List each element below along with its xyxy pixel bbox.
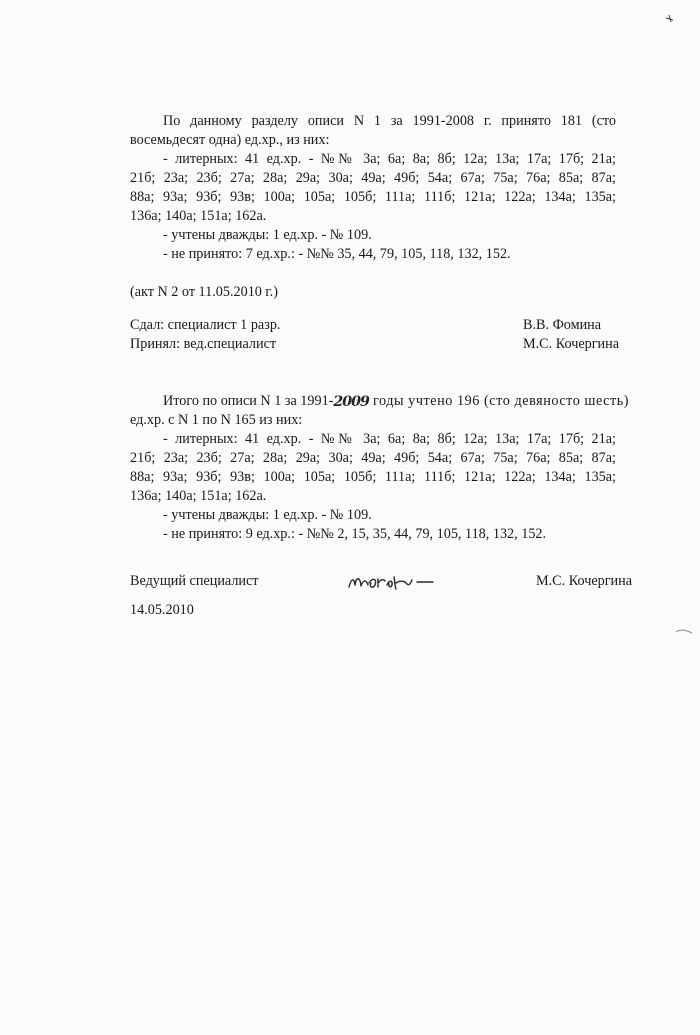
section2-literal-line3: 88а; 93а; 93б; 93в; 100а; 105а; 105б; 111а; 111б; 121а; 122а; 134а; 135а; (130, 469, 616, 485)
received-label: Принял: вед.специалист (130, 336, 277, 352)
received-name: М.С. Кочергина (523, 336, 620, 352)
section1-intro-line2: восемьдесят одна) ед.хр., из них: (130, 132, 330, 148)
handed-over-name: В.В. Фомина (523, 317, 602, 333)
scan-speck-mark (672, 620, 696, 644)
section2-counted-twice: - учтены дважды: 1 ед.хр. - № 109. (163, 507, 372, 523)
act-reference: (акт N 2 от 11.05.2010 г.) (130, 284, 278, 300)
handwritten-year-correction: 2009 (333, 394, 369, 410)
section2-not-accepted: - не принято: 9 ед.хр.: - №№ 2, 15, 35, 44, 79, 105, 118, 132, 152. (163, 526, 547, 542)
section2-intro-line1 (163, 392, 629, 411)
section2-literal-line4: 136а; 140а; 151а; 162а. (130, 488, 267, 504)
signoff-name: М.С. Кочергина (536, 573, 633, 589)
section1-not-accepted: - не принято: 7 ед.хр.: - №№ 35, 44, 79, 105, 118, 132, 152. (163, 246, 511, 262)
section1-literal-line3: 88а; 93а; 93б; 93в; 100а; 105а; 105б; 111а; 111б; 121а; 122а; 134а; 135а; (130, 189, 616, 205)
handed-over-label: Сдал: специалист 1 разр. (130, 317, 281, 333)
section1-counted-twice: - учтены дважды: 1 ед.хр. - № 109. (163, 227, 372, 243)
section1-literal-line2: 21б; 23а; 23б; 27а; 28а; 29а; 30а; 49а; 49б; 54а; 67а; 75а; 76а; 85а; 87а; (130, 170, 616, 186)
handwritten-signature (345, 565, 455, 597)
signoff-position: Ведущий специалист (130, 573, 259, 589)
section2-intro-part-b: годы учтено 196 (сто девяносто шесть) (368, 393, 630, 409)
section2-intro-line2: ед.хр. с N 1 по N 165 из них: (130, 412, 303, 428)
section1-literal-line1: - литерных: 41 ед.хр. - №№ 3а; 6а; 8а; 8б; 12а; 13а; 17а; 17б; 21а; (163, 151, 616, 167)
signoff-date: 14.05.2010 (130, 602, 194, 618)
section2-intro-part-a: Итого по описи N 1 за 1991- (163, 393, 334, 409)
section2-literal-line2: 21б; 23а; 23б; 27а; 28а; 29а; 30а; 49а; 49б; 54а; 67а; 75а; 76а; 85а; 87а; (130, 450, 616, 466)
section1-intro-line1: По данному разделу описи N 1 за 1991-2008 г. принято 181 (сто (163, 113, 616, 129)
scan-speck-mark (660, 8, 680, 28)
section1-literal-line4: 136а; 140а; 151а; 162а. (130, 208, 267, 224)
section2-literal-line1: - литерных: 41 ед.хр. - №№ 3а; 6а; 8а; 8б; 12а; 13а; 17а; 17б; 21а; (163, 431, 616, 447)
